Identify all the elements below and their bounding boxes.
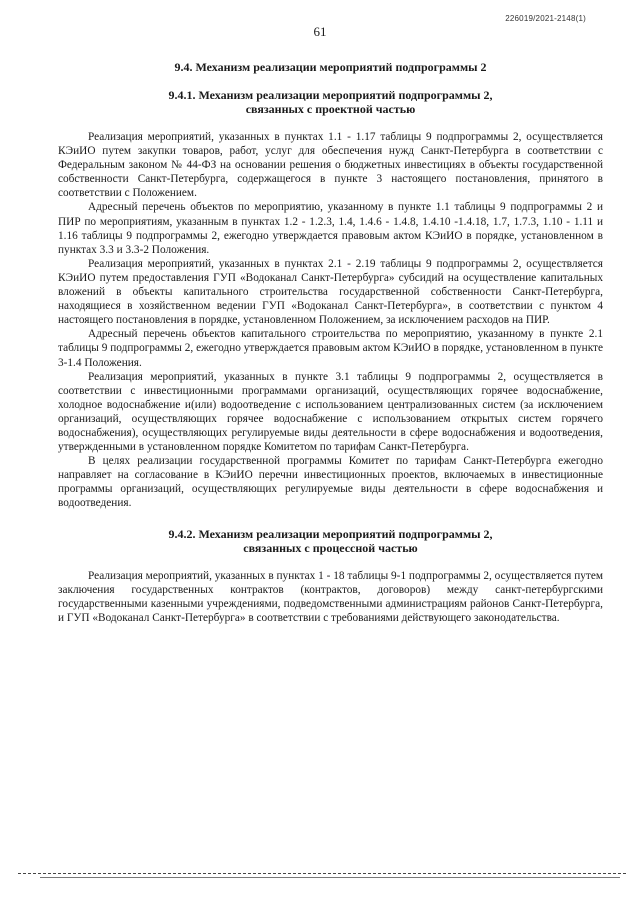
section-title: 9.4. Механизм реализации мероприятий подпрограммы 2 bbox=[174, 60, 487, 74]
subsection-1-title bbox=[58, 88, 603, 116]
footer-rule bbox=[18, 873, 626, 874]
document-code: 226019/2021-2148(1) bbox=[505, 14, 586, 23]
document-body bbox=[58, 60, 603, 625]
paragraph: Реализация мероприятий, указанных в пунктах 2.1 - 2.19 таблицы 9 подпрограммы 2, осуществляется КЭиИО путем предоставления ГУП «Водоканал Санкт-Петербурга» субсидий на осуществление капитальных вложений в объекты капитального строительства государственной собственности Санкт-Петербурга, находящиеся в хозяйственном ведении ГУП «Водоканал Санкт-Петербурга», в соответствии с пунктом 4 настоящего постановления в порядке, установленном Положением, за исключением расходов на ПИР. bbox=[58, 257, 603, 327]
paragraph: Реализация мероприятий, указанных в пунктах 1 - 18 таблицы 9-1 подпрограммы 2, осуществляется путем заключения государственных контрактов (контрактов, договоров) между санкт-петербургскими государственными казенными учреждениями, подведомственными администрациям районов Санкт-Петербурга, и ГУП «Водоканал Санкт-Петербурга» в соответствии с требованиями действующего законодательства. bbox=[58, 569, 604, 624]
subsection-2-title bbox=[58, 527, 603, 555]
subsection-1-title-line1: 9.4.1. Механизм реализации мероприятий подпрограммы 2, bbox=[168, 88, 493, 102]
paragraph: Адресный перечень объектов по мероприятию, указанному в пункте 1.1 таблицы 9 подпрограммы 2 и ПИР по мероприятиям, указанным в пунктах 1.2 - 1.2.3, 1.4, 1.4.6 - 1.4.8, 1.4.10 -1.4.18, 1.7, 1.7.3, 1.10 - 1.11 и 1.16 таблицы 9 подпрограммы 2, ежегодно утверждается правовым актом КЭиИО в порядке, установленном в пунктах 3.3 и 3.3-2 Положения. bbox=[58, 201, 603, 256]
paragraph: Реализация мероприятий, указанных в пунктах 1.1 - 1.17 таблицы 9 подпрограммы 2, осуществляется КЭиИО путем закупки товаров, работ, услуг для обеспечения нужд Санкт-Петербурга в соответствии с Федеральным законом № 44-ФЗ на основании решения о бюджетных инвестициях в объекты государственной собственности Санкт-Петербурга, содержащегося в пункте 3 настоящего постановления, принятого в соответствии с Положением. bbox=[58, 131, 603, 200]
page-number: 61 bbox=[313, 24, 327, 39]
subsection-1-title-line2: связанных с проектной частью bbox=[245, 102, 416, 116]
paragraph: В целях реализации государственной программы Комитет по тарифам Санкт-Петербурга ежегодно направляет на согласование в КЭиИО перечни инвестиционных проектов, включаемых в инвестиционные программы организаций, осуществляющих регулируемые виды деятельности в сфере водоснабжения и водоотведения. bbox=[58, 455, 603, 510]
paragraph: Адресный перечень объектов капитального строительства по мероприятию, указанному в пункте 2.1 таблицы 9 подпрограммы 2, ежегодно утверждается правовым актом КЭиИО в порядке, установленном в пункте 3-1.4 Положения. bbox=[58, 328, 603, 369]
subsection-2-title-line2: связанных с процессной частью bbox=[243, 540, 418, 555]
paragraph: Реализация мероприятий, указанных в пункте 3.1 таблицы 9 подпрограммы 2, осуществляется в соответствии с инвестиционными программами организаций, осуществляющих горячее водоснабжение, холодное водоснабжение и(или) водоотведение с использованием централизованных систем (за исключением организаций, осуществляющих горячее водоснабжение с использованием открытых систем горячего водоснабжения), осуществляющих регулируемые виды деятельности в сфере водоснабжения и водоотведения, утвержденными в установленном порядке Комитетом по тарифам Санкт-Петербурга. bbox=[58, 370, 603, 454]
footer-rule-secondary bbox=[40, 877, 620, 878]
subsection-2-title-line1: 9.4.2. Механизм реализации мероприятий подпрограммы 2, bbox=[168, 526, 493, 541]
